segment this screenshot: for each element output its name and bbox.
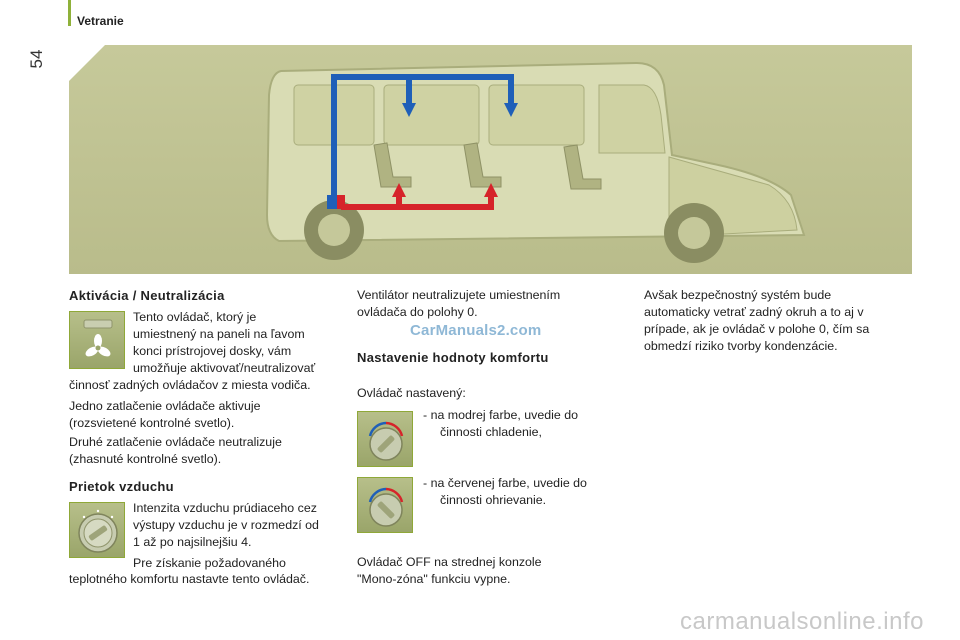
activation-text-full: činnosť zadných ovládačov z miesta vodiča. [69, 378, 311, 392]
mono-zone-text [357, 554, 607, 588]
van-window [489, 85, 584, 145]
van-ventilation-illustration [69, 45, 912, 274]
fan-off-text [357, 287, 607, 321]
text-line: Intenzita vzduchu prúdiaceho cez [133, 501, 317, 515]
temperature-knob-cold-icon [358, 412, 414, 468]
text-line: konci prístrojovej dosky, vám [133, 344, 292, 358]
setting-label: Ovládač nastavený: [357, 386, 466, 400]
page-number: 54 [27, 49, 46, 69]
section-title: Vetranie [77, 14, 124, 28]
activation-button-image [69, 311, 125, 369]
text-line: automaticky vetrať zadný okruh a to aj v [644, 305, 864, 319]
front-wheel-hub [678, 217, 710, 249]
temperature-knob-hot-icon [358, 478, 414, 534]
airflow-title: Prietok vzduchu [69, 479, 174, 494]
carmanuals-watermark: CarManuals2.com [410, 322, 542, 339]
hot-setting-text [423, 475, 613, 509]
text-line: (rozsvietené kontrolné svetlo). [69, 416, 235, 430]
text-line: obmedzí riziko tvorby kondenzácie. [644, 339, 838, 353]
text-line: umožňuje aktivovať/neutralizovať [133, 361, 316, 375]
text-line: výstupy vzduchu je v rozmedzí od [133, 518, 319, 532]
text-line: Pre získanie požadovaného [133, 556, 286, 570]
van-cab-window [599, 85, 665, 153]
safety-system-text [644, 287, 914, 355]
airflow-knob-image [69, 502, 125, 558]
banner-corner-cut [69, 45, 105, 81]
section-accent-bar [68, 0, 71, 26]
airflow-text-full: teplotného komfortu nastavte tento ovládač. [69, 572, 310, 586]
comfort-title: Nastavenie hodnoty komfortu [357, 350, 549, 365]
ac-unit-cold [327, 195, 337, 209]
hot-setting-knob-image [357, 477, 413, 533]
activation-text [133, 309, 343, 377]
activation-title: Aktivácia / Neutralizácia [69, 288, 225, 303]
fan-icon [70, 312, 126, 370]
site-watermark: carmanualsonline.info [680, 608, 924, 635]
activation-para-3 [69, 434, 349, 468]
text-line: 1 až po najsilnejšiu 4. [133, 535, 252, 549]
text-line: "Mono-zóna" funkciu vypne. [357, 572, 511, 586]
airflow-text [133, 500, 348, 572]
text-line: Ventilátor neutralizujete umiestnením [357, 288, 561, 302]
cold-setting-knob-image [357, 411, 413, 467]
text-line: Ovládač OFF na strednej konzole [357, 555, 542, 569]
text-line: (zhasnuté kontrolné svetlo). [69, 452, 222, 466]
text-line: prípade, ak je ovládač v polohe 0, čím sa [644, 322, 870, 336]
text-line: ovládača do polohy 0. [357, 305, 478, 319]
text-line: činnosti chladenie, [440, 425, 542, 439]
rear-wheel-hub [318, 214, 350, 246]
text-line: Druhé zatlačenie ovládače neutralizuje [69, 435, 282, 449]
cold-setting-text [423, 407, 613, 441]
text-line: Tento ovládač, ktorý je [133, 310, 257, 324]
van-diagram [69, 45, 912, 274]
activation-para-2 [69, 398, 349, 432]
ac-unit-hot [337, 195, 345, 209]
text-line: Jedno zatlačenie ovládače aktivuje [69, 399, 261, 413]
van-window [384, 85, 479, 145]
text-line: - na červenej farbe, uvedie do [423, 476, 587, 490]
text-line: - na modrej farbe, uvedie do [423, 408, 578, 422]
text-line: umiestnený na paneli na ľavom [133, 327, 305, 341]
knob-icon [70, 503, 126, 559]
text-line: Avšak bezpečnostný systém bude [644, 288, 832, 302]
text-line: činnosti ohrievanie. [440, 493, 547, 507]
